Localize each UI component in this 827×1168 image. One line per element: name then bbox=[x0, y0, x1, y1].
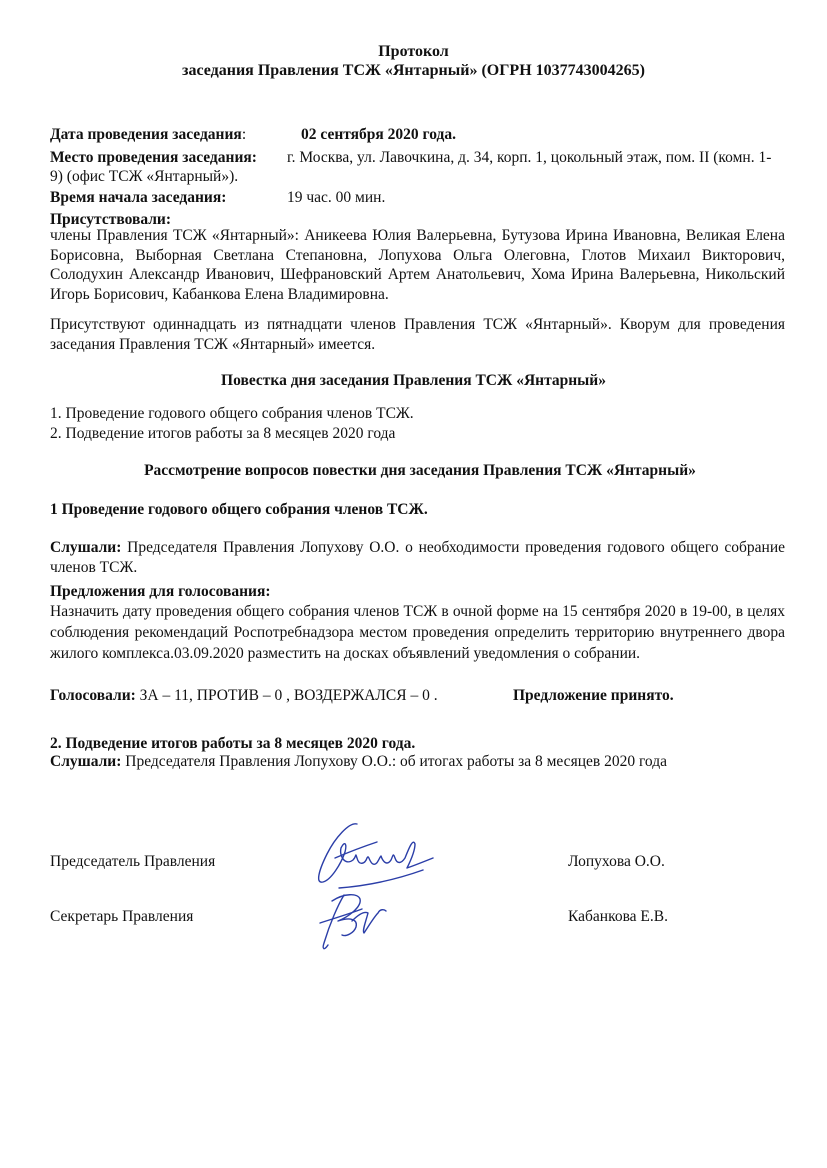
voted-text: ЗА – 11, ПРОТИВ – 0 , ВОЗДЕРЖАЛСЯ – 0 . bbox=[135, 687, 438, 704]
chairman-name: Лопухова О.О. bbox=[568, 853, 665, 870]
review-heading: Рассмотрение вопросов повестки дня заседания Правления ТСЖ «Янтарный» bbox=[144, 462, 696, 479]
meeting-place-label: Место проведения заседания: bbox=[50, 149, 257, 166]
heard-label-2: Слушали: bbox=[50, 753, 122, 770]
agenda-item-2: 2. Подведение итогов работы за 8 месяцев 2020 года bbox=[50, 425, 396, 442]
secretary-role: Секретарь Правления bbox=[50, 908, 194, 925]
question-1-heard bbox=[50, 538, 785, 577]
meeting-place-value-line2: 9) (офис ТСЖ «Янтарный»). bbox=[50, 168, 239, 185]
question-2-heading: 2. Подведение итогов работы за 8 месяцев 2020 года. bbox=[50, 735, 416, 752]
heard-text: Председателя Правления Лопухову О.О. о необходимости проведения годового общего собрание членов ТСЖ. bbox=[50, 539, 785, 576]
agenda-item-1: 1. Проведение годового общего собрания членов ТСЖ. bbox=[50, 405, 414, 422]
proposal-accepted: Предложение принято. bbox=[513, 687, 674, 704]
secretary-name: Кабанкова Е.В. bbox=[568, 908, 668, 925]
meeting-time-value: 19 час. 00 мин. bbox=[287, 189, 386, 206]
question-1-heading: 1 Проведение годового общего собрания членов ТСЖ. bbox=[50, 501, 428, 518]
chairman-role: Председатель Правления bbox=[50, 853, 216, 870]
document-subtitle: заседания Правления ТСЖ «Янтарный» (ОГРН 1037743004265) bbox=[182, 62, 645, 79]
heard-text-2: Председателя Правления Лопухову О.О.: об итогах работы за 8 месяцев 2020 года bbox=[121, 753, 667, 770]
question-2-heard bbox=[50, 752, 785, 771]
agenda-heading: Повестка дня заседания Правления ТСЖ «Янтарный» bbox=[221, 372, 606, 389]
document-title: Протокол bbox=[378, 43, 449, 60]
secretary-signature bbox=[318, 887, 390, 957]
voting-result-line bbox=[50, 686, 785, 705]
meeting-date-label: Дата проведения заседания: bbox=[50, 126, 247, 143]
present-label: Присутствовали: bbox=[50, 211, 172, 228]
present-members-text: члены Правления ТСЖ «Янтарный»: Аникеева Юлия Валерьевна, Бутузова Ирина Ивановна, Великая Елена Борисовна, Выборная Светлана Степановна, Лопухова Ольга Олеговна, Глотов Михаил Викторович, Солодухин Александр Иванович, Шефрановский Артем Анатольевич, Хома Ирина Валерьевна, Никольский Игорь Борисович, Кабанкова Елена Владимировна. bbox=[50, 227, 785, 303]
proposals-text: Назначить дату проведения общего собрания членов ТСЖ в очной форме на 15 сентября 2020 в 19-00, в целях соблюдения рекомендаций Роспотребнадзора местом проведения определить территорию внутреннего двора жилого комплекса.03.09.2020 разместить на досках объявлений уведомления о собрании. bbox=[50, 603, 785, 662]
meeting-date-value: 02 сентября 2020 года. bbox=[301, 126, 456, 143]
heard-label: Слушали: bbox=[50, 539, 122, 556]
quorum-text: Присутствуют одиннадцать из пятнадцати членов Правления ТСЖ «Янтарный». Кворум для проведения заседания Правления ТСЖ «Янтарный» имеется. bbox=[50, 316, 785, 353]
voted-label: Голосовали: bbox=[50, 687, 136, 704]
proposals-label: Предложения для голосования: bbox=[50, 583, 271, 600]
meeting-time-label: Время начала заседания: bbox=[50, 189, 227, 206]
meeting-place-value-line1: г. Москва, ул. Лавочкина, д. 34, корп. 1, цокольный этаж, пом. II (комн. 1- bbox=[287, 149, 772, 166]
chairman-signature bbox=[305, 818, 440, 893]
